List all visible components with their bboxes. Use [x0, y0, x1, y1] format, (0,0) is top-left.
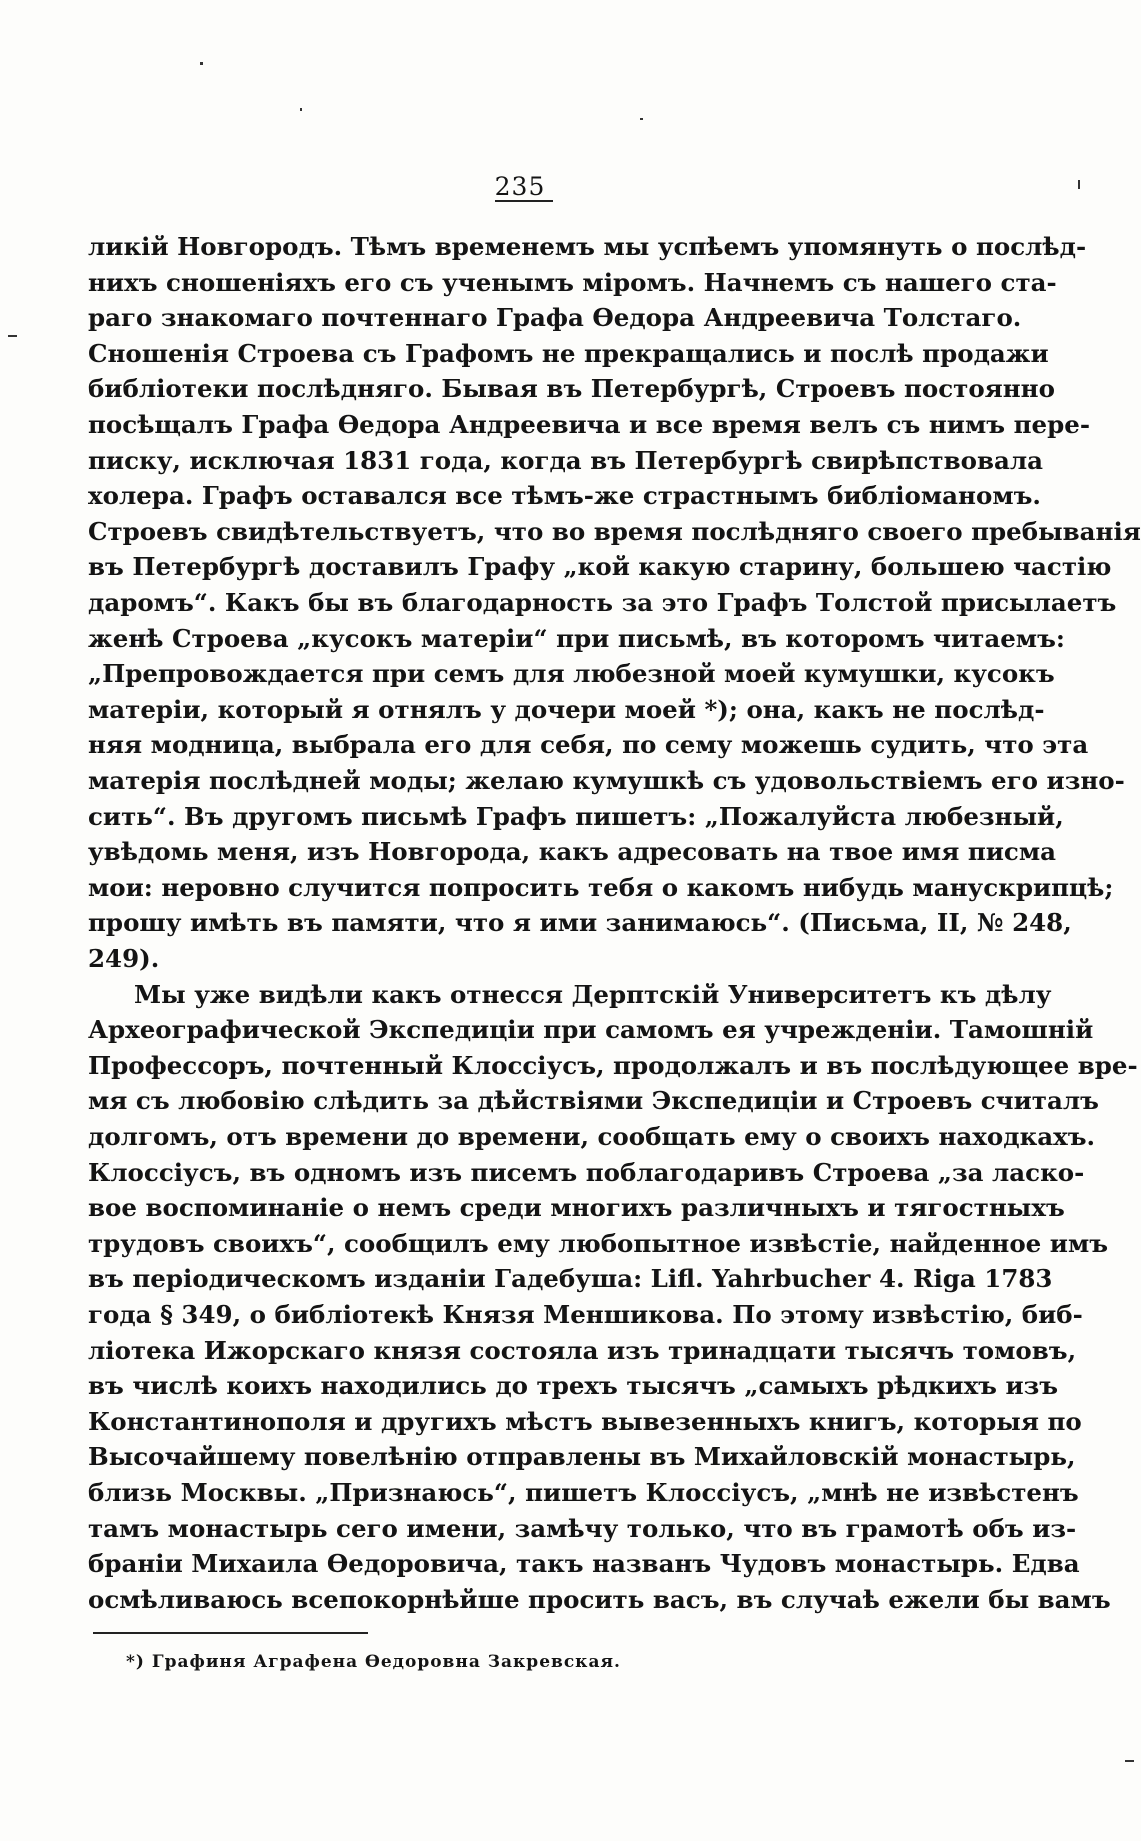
text-line: холера. Графъ оставался все тѣмъ-же страстнымъ библіоманомъ.	[88, 481, 1041, 511]
text-line: Клоссіусъ, въ одномъ изъ писемъ поблагодаривъ Строева „за ласко-	[88, 1157, 1085, 1187]
text-line: Сношенія Строева съ Графомъ не прекращались и послѣ продажи	[88, 338, 1049, 368]
text-line: прошу имѣть въ памяти, что я ими занимаюсь“. (Письма, II, № 248,	[88, 908, 1072, 938]
text-line: тамъ монастырь сего имени, замѣчу только, что въ грамотѣ объ из-	[88, 1513, 1077, 1543]
text-line: библіотеки послѣдняго. Бывая въ Петербургѣ, Строевъ постоянно	[88, 374, 1055, 404]
text-line: браніи Михаила Ѳедоровича, такъ названъ Чудовъ монастырь. Едва	[88, 1549, 1080, 1579]
text-line: ликій Новгородъ. Тѣмъ временемъ мы успѣемъ упомянуть о послѣд-	[88, 232, 1087, 261]
scan-speck	[300, 108, 302, 111]
text-line: Строевъ свидѣтельствуетъ, что во время послѣдняго своего пребыванія	[88, 516, 1141, 546]
scan-speck	[640, 118, 643, 120]
text-line: мои: неровно случится попросить тебя о какомъ нибудь манускрипцѣ;	[88, 872, 1114, 902]
scan-speck	[8, 335, 17, 337]
text-line: Константинополя и другихъ мѣстъ вывезенныхъ книгъ, которыя по	[88, 1406, 1082, 1436]
text-line: даромъ“. Какъ бы въ благодарность за это Графъ Толстой присылаетъ	[88, 588, 1117, 617]
text-line: Археографической Экспедиціи при самомъ ея учрежденіи. Тамошній	[88, 1015, 1094, 1045]
footnote: *) Графиня Аграфена Ѳедоровна Закревская.	[126, 1652, 621, 1672]
text-line: въ числѣ коихъ находились до трехъ тысячъ „самыхъ рѣдкихъ изъ	[88, 1371, 1059, 1401]
text-line: въ Петербургѣ доставилъ Графу „кой какую старину, большею частію	[88, 552, 1112, 582]
text-line: долгомъ, отъ времени до времени, сообщать ему о своихъ находкахъ.	[88, 1122, 1096, 1151]
text-line: въ періодическомъ изданіи Гадебуша: Lifl. Yahrbucher 4. Riga 1783	[88, 1264, 1053, 1294]
scan-speck	[200, 62, 203, 65]
text-line: матерія послѣдней моды; желаю кумушкѣ съ удовольствіемъ его изно-	[88, 766, 1125, 795]
footnote-divider	[93, 1632, 368, 1634]
scan-speck	[1125, 1760, 1134, 1762]
text-line: сить“. Въ другомъ письмѣ Графъ пишетъ: „Пожалуйста любезный,	[88, 801, 1064, 831]
text-line: Мы уже видѣли какъ отнесся Дерптскій Университетъ къ дѣлу	[134, 979, 1052, 1009]
text-line: матеріи, который я отнялъ у дочери моей *); она, какъ не послѣд-	[88, 694, 1045, 724]
text-line: „Препровождается при семъ для любезной моей кумушки, кусокъ	[88, 659, 1055, 689]
scan-speck	[1078, 180, 1080, 189]
text-line: женѣ Строева „кусокъ матеріи“ при письмѣ, въ которомъ читаемъ:	[88, 623, 1065, 653]
text-line: раго знакомаго почтеннаго Графа Ѳедора Андреевича Толстаго.	[88, 303, 1022, 333]
text-line: нихъ сношеніяхъ его съ ученымъ міромъ. Начнемъ съ нашего ста-	[88, 267, 1057, 297]
text-line: вое воспоминаніе о немъ среди многихъ различныхъ и тягостныхъ	[88, 1193, 1065, 1223]
text-line: ліотека Ижорскаго князя состояла изъ тринадцати тысячъ томовъ,	[88, 1335, 1077, 1365]
text-line: осмѣливаюсь всепокорнѣйше просить васъ, въ случаѣ ежели бы вамъ	[88, 1584, 1111, 1614]
text-line: мя съ любовію слѣдить за дѣйствіями Экспедиціи и Строевъ считалъ	[88, 1086, 1099, 1116]
text-line: увѣдомь меня, изъ Новгорода, какъ адресовать на твое имя писма	[88, 837, 1057, 867]
page-number: 235	[494, 172, 546, 201]
text-line: 249).	[88, 944, 160, 973]
text-line: Профессоръ, почтенный Клоссіусъ, продолжалъ и въ послѣдующее вре-	[88, 1050, 1138, 1080]
text-line: близь Москвы. „Признаюсь“, пишетъ Клоссіусъ, „мнѣ не извѣстенъ	[88, 1478, 1079, 1507]
page-number-underline	[495, 200, 553, 202]
text-line: писку, исключая 1831 года, когда въ Петербургѣ свирѣпствовала	[88, 445, 1043, 475]
text-line: няя модница, выбрала его для себя, по сему можешь судить, что эта	[88, 730, 1089, 760]
text-line: года § 349, о библіотекѣ Князя Меншикова. По этому извѣстію, биб-	[88, 1300, 1083, 1329]
text-line: Высочайшему повелѣнію отправлены въ Михайловскій монастырь,	[88, 1442, 1076, 1472]
text-line: посѣщалъ Графа Ѳедора Андреевича и все время велъ съ нимъ пере-	[88, 410, 1090, 439]
text-line: трудовъ своихъ“, сообщилъ ему любопытное извѣстіе, найденное имъ	[88, 1228, 1109, 1258]
